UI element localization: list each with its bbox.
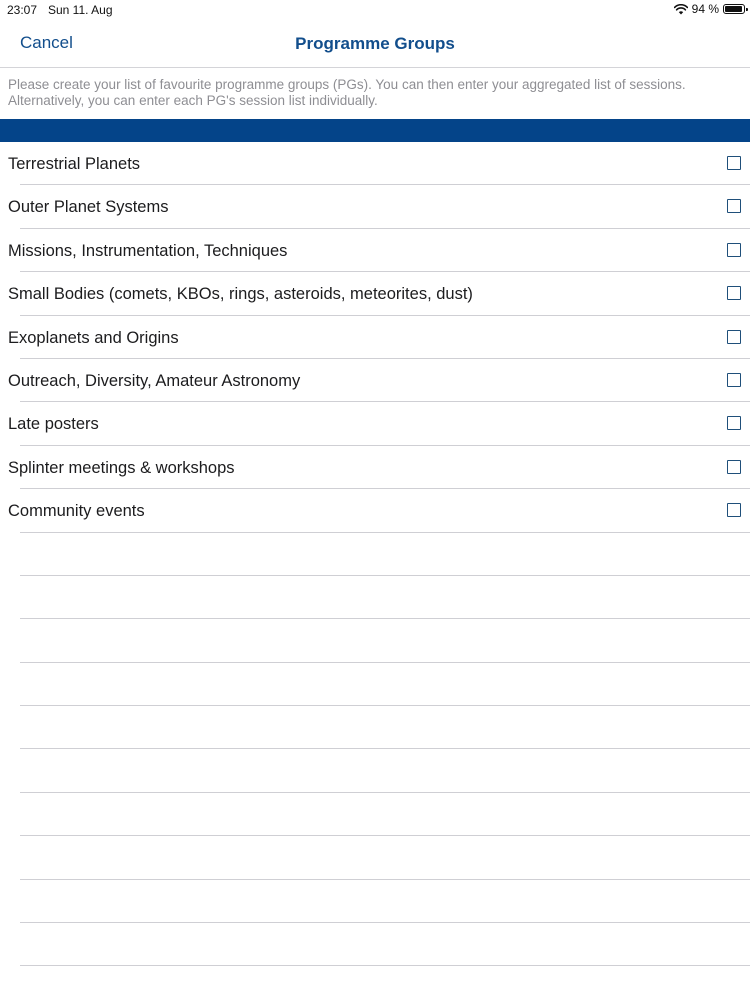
list-item[interactable] — [0, 142, 750, 185]
group-label: Terrestrial Planets — [8, 155, 141, 173]
list-item[interactable] — [0, 402, 750, 445]
group-label: Community events — [8, 502, 145, 521]
group-checkbox[interactable] — [727, 416, 741, 430]
list-item[interactable] — [0, 489, 750, 532]
group-checkbox[interactable] — [727, 460, 741, 474]
page-title: Programme Groups — [295, 34, 455, 53]
list-item[interactable] — [0, 272, 750, 315]
empty-row — [0, 749, 750, 792]
empty-row — [0, 880, 750, 923]
group-checkbox[interactable] — [727, 156, 741, 170]
group-label: Missions, Instrumentation, Techniques — [8, 241, 288, 260]
status-time: 23:07 — [7, 3, 38, 17]
section-header-band — [0, 119, 750, 142]
group-checkbox[interactable] — [727, 503, 741, 517]
empty-row — [0, 793, 750, 836]
list-item[interactable] — [0, 316, 750, 359]
status-date: Sun 11. Aug — [48, 3, 113, 17]
battery-level — [725, 6, 742, 12]
empty-row — [0, 663, 750, 706]
wifi-icon — [674, 4, 688, 15]
group-label: Outer Planet Systems — [8, 198, 169, 217]
status-bar — [0, 0, 750, 20]
group-checkbox[interactable] — [727, 243, 741, 257]
intro-text: Please create your list of favourite programme groups (PGs). You can then enter your aggregated list of sessions. Alternatively, you can enter each PG's session list individually. — [8, 77, 686, 108]
empty-row — [0, 576, 750, 619]
list-item[interactable] — [0, 446, 750, 489]
empty-row — [0, 533, 750, 576]
empty-row — [0, 706, 750, 749]
group-label: Small Bodies (comets, KBOs, rings, asteroids, meteorites, dust) — [8, 285, 473, 304]
list-item[interactable] — [0, 359, 750, 402]
group-label: Splinter meetings & workshops — [8, 458, 235, 477]
battery-percentage: 94 % — [691, 2, 719, 16]
group-label: Outreach, Diversity, Amateur Astronomy — [8, 371, 301, 390]
group-label: Late posters — [8, 415, 99, 434]
group-label: Exoplanets and Origins — [8, 328, 179, 347]
list-item[interactable] — [0, 185, 750, 228]
cancel-button[interactable]: Cancel — [20, 33, 73, 52]
group-checkbox[interactable] — [727, 373, 741, 387]
empty-row — [0, 619, 750, 662]
list-item[interactable] — [0, 229, 750, 272]
group-checkbox[interactable] — [727, 199, 741, 213]
battery-icon — [723, 4, 745, 14]
navigation-bar — [0, 20, 750, 68]
empty-row — [0, 836, 750, 879]
status-indicators — [674, 2, 745, 16]
group-checkbox[interactable] — [727, 286, 741, 300]
group-checkbox[interactable] — [727, 330, 741, 344]
empty-row — [0, 923, 750, 966]
programme-group-list — [0, 142, 750, 966]
